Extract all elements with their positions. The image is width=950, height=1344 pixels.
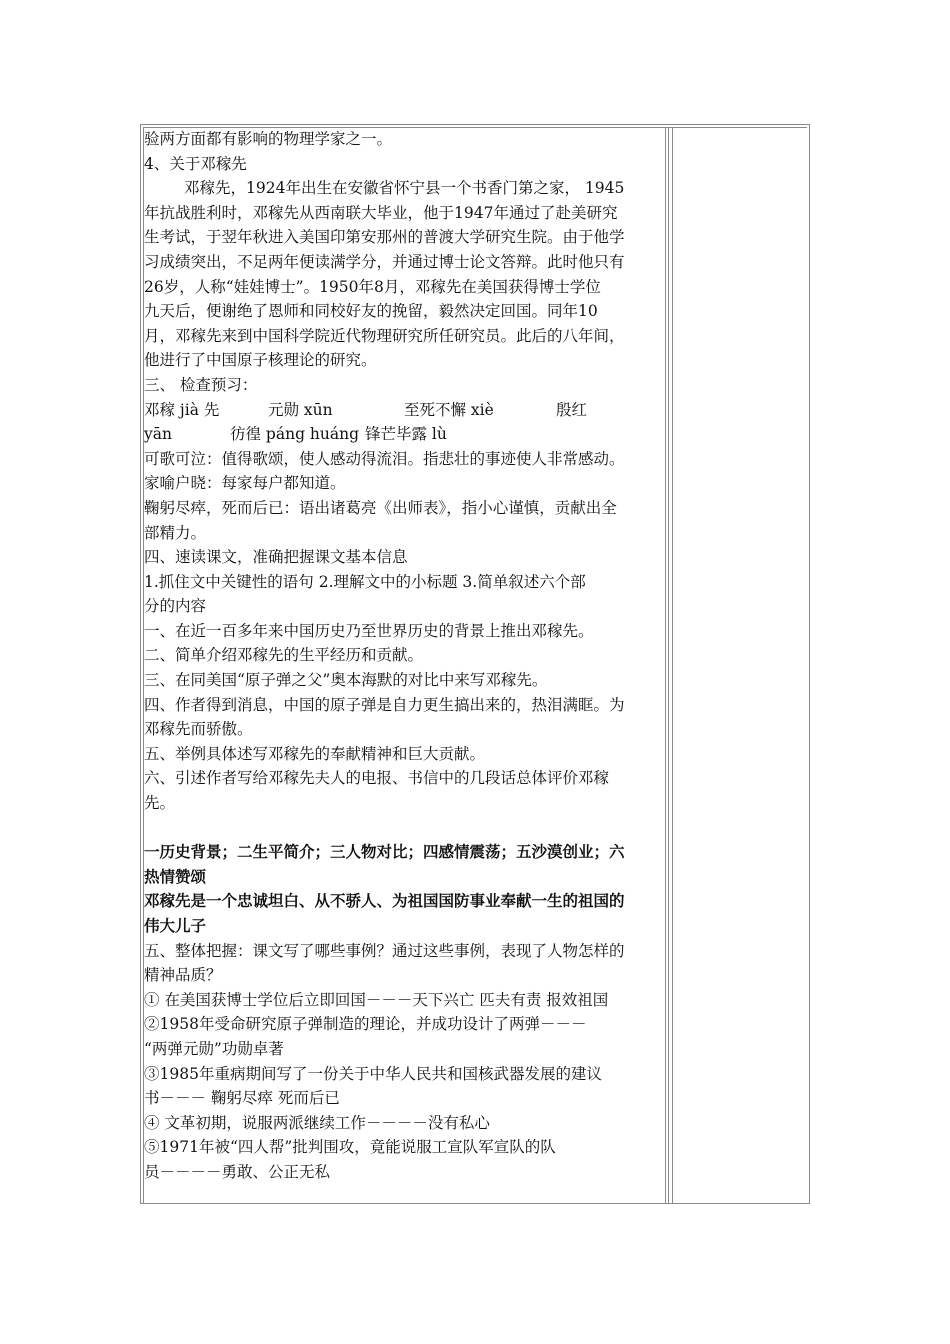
bold-summary: 热情赞颂 — [144, 866, 207, 886]
text-line: 他进行了中国原子核理论的研究。 — [144, 351, 377, 370]
column-divider — [665, 128, 669, 1203]
text-line: 邓稼先，1924年出生在安徽省怀宁县一个书香门第之家， 1945 — [184, 179, 625, 198]
text-line: 分的内容 — [144, 597, 207, 616]
section-heading: 三、 检查预习： — [144, 375, 258, 394]
vocab-item: 殷红 — [556, 400, 588, 419]
section-heading: 四、速读课文，准确把握课文基本信息 — [144, 548, 408, 567]
vocab-row — [144, 398, 664, 423]
list-item: ④ 文革初期，说服两派继续工作－－－－没有私心 — [144, 1113, 490, 1132]
vocab-item: 彷徨 páng huáng — [230, 425, 360, 444]
text-line: 六、引述作者写给邓稼先夫人的电报、书信中的几段话总体评价邓稼 — [144, 769, 610, 788]
text-cell — [144, 127, 664, 1185]
bold-summary: 邓稼先是一个忠诚坦白、从不骄人、为祖国国防事业奉献一生的祖国的 — [144, 891, 625, 911]
text-line: 一、在近一百多年来中国历史乃至世界历史的背景上推出邓稼先。 — [144, 621, 594, 640]
bold-summary: 伟大儿子 — [144, 916, 207, 935]
bold-summary: 一历史背景；二生平简介；三人物对比；四感情震荡；五沙漠创业；六 — [144, 842, 625, 862]
right-empty-cell — [672, 128, 807, 1203]
list-item: 员－－－－勇敢、公正无私 — [144, 1162, 331, 1181]
text-line: 三、在同美国“原子弹之父”奥本海默的对比中来写邓稼先。 — [144, 671, 548, 690]
text-line: 精神品质？ — [144, 966, 222, 985]
list-item: ②1958年受命研究原子弹制造的理论，并成功设计了两弹－－－ — [144, 1015, 587, 1034]
text-line: 二、简单介绍邓稼先的生平经历和贡献。 — [144, 646, 424, 665]
list-item: “两弹元勋”功勋卓著 — [144, 1039, 284, 1058]
list-item: 书－－－ 鞠躬尽瘁 死而后已 — [144, 1089, 340, 1108]
vocab-item: yān — [144, 425, 172, 444]
text-line: 26岁，人称“娃娃博士”。1950年8月，邓稼先在美国获得博士学位 — [144, 277, 601, 296]
text-line: 1.抓住文中关键性的语句 2.理解文中的小标题 3.简单叙述六个部 — [144, 572, 586, 591]
text-line: 五、举例具体述写邓稼先的奉献精神和巨大贡献。 — [144, 744, 486, 763]
text-line: 先。 — [144, 794, 176, 813]
text-line: 验两方面都有影响的物理学家之一。 — [144, 130, 393, 148]
section-heading: 五、整体把握：课文写了哪些事例？通过这些事例，表现了人物怎样的 — [144, 941, 625, 960]
vocab-item: 锋芒毕露 lù — [365, 425, 447, 444]
vocab-row — [144, 422, 664, 447]
list-item: ③1985年重病期间写了一份关于中华人民共和国核武器发展的建议 — [144, 1064, 602, 1083]
text-line: 年抗战胜利时，邓稼先从西南联大毕业，他于1947年通过了赴美研究 — [144, 203, 618, 222]
text-line: 鞠躬尽瘁，死而后已：语出诸葛亮《出师表》，指小心谨慎，贡献出全 — [144, 498, 617, 517]
section-heading: 4、关于邓稼先 — [144, 154, 247, 173]
text-line: 习成绩突出，不足两年便读满学分，并通过博士论文答辩。此时他只有 — [144, 252, 625, 271]
text-line: 生考试，于翌年秋进入美国印第安那州的普渡大学研究生院。由于他学 — [144, 228, 625, 247]
vocab-item: 元勋 xūn — [268, 400, 333, 419]
text-line: 可歌可泣：值得歌颂，使人感动得流泪。指悲壮的事迹使人非常感动。 — [144, 449, 625, 468]
text-line: 四、作者得到消息，中国的原子弹是自力更生搞出来的，热泪满眶。为 — [144, 695, 625, 714]
vocab-item: 邓稼 jià 先 — [144, 400, 220, 419]
vocab-item: 至死不懈 xiè — [404, 400, 494, 419]
list-item: ① 在美国获博士学位后立即回国－－－天下兴亡 匹夫有责 报效祖国 — [144, 990, 609, 1009]
list-item: ⑤1971年被“四人帮”批判围攻，竟能说服工宣队军宣队的队 — [144, 1138, 556, 1157]
blank-line — [144, 816, 664, 841]
text-line: 部精力。 — [144, 523, 207, 542]
text-line: 九天后，便谢绝了恩师和同校好友的挽留，毅然决定回国。同年10 — [144, 302, 598, 321]
text-line: 家喻户晓：每家每户都知道。 — [144, 474, 346, 493]
text-line: 邓稼先而骄傲。 — [144, 720, 253, 739]
text-line: 月，邓稼先来到中国科学院近代物理研究所任研究员。此后的八年间， — [144, 326, 625, 345]
